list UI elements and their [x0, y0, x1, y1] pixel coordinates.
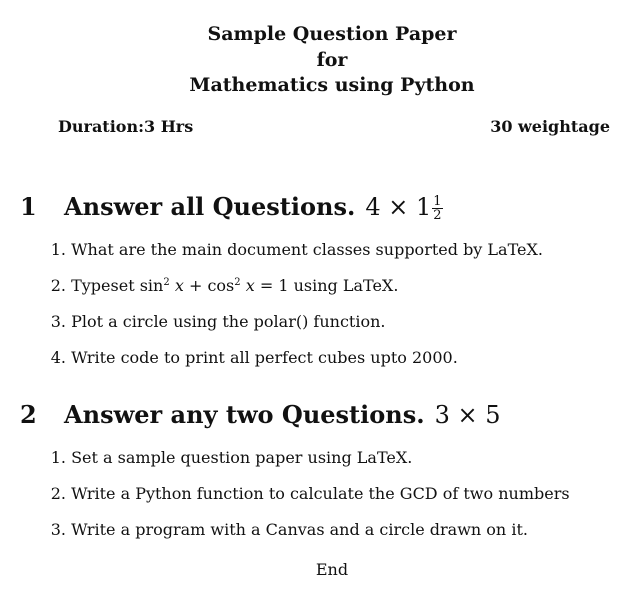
question-text-suffix: using LaTeX. — [288, 276, 399, 295]
math-formula: $\sin^2 x + \cos^2 x = 1$ — [139, 276, 289, 295]
question-number: 3. — [50, 312, 66, 331]
title-line: Mathematics using Python — [189, 74, 475, 96]
title-line: for — [316, 48, 348, 71]
section-number: 2 — [20, 400, 37, 429]
end-marker: End — [315, 560, 349, 579]
question-text: Write a program with a Canvas and a circle drawn on it. — [71, 520, 528, 539]
question-text: Write code to print all perfect cubes upto 2000. — [71, 348, 458, 367]
question-text: Plot a circle using the polar() function. — [71, 312, 386, 331]
section-number: 1 — [20, 192, 37, 221]
question-item — [34, 312, 543, 348]
question-text: Set a sample question paper using LaTeX. — [71, 448, 413, 467]
fraction-numerator: 1 — [433, 194, 442, 209]
question-text — [71, 276, 398, 296]
question-number: 2. — [50, 276, 66, 295]
question-text: Write a Python function to calculate the GCD of two numbers — [71, 484, 570, 503]
question-list-1 — [34, 240, 543, 384]
question-item — [34, 484, 570, 520]
paper-title — [0, 22, 636, 99]
question-number: 4. — [50, 348, 66, 367]
question-list-2 — [34, 448, 570, 556]
section-marks: 3 × 5 — [434, 401, 501, 429]
section-heading-1 — [20, 192, 443, 222]
duration-label: Duration:3 Hrs — [58, 117, 194, 136]
question-item — [34, 240, 543, 276]
question-text: What are the main document classes supported by LaTeX. — [71, 240, 543, 259]
section-title: Answer all Questions. — [64, 192, 356, 221]
weightage-label: 30 weightage — [490, 117, 610, 136]
marks-prefix: 4 × 1 — [365, 193, 432, 221]
title-line: Sample Question Paper — [207, 23, 457, 45]
question-number: 1. — [50, 448, 66, 467]
question-text-prefix: Typeset — [71, 276, 140, 295]
question-item — [34, 276, 543, 312]
question-number: 1. — [50, 240, 66, 259]
question-item — [34, 348, 543, 384]
question-number: 3. — [50, 520, 66, 539]
section-title: Answer any two Questions. — [64, 400, 425, 429]
question-item — [34, 520, 570, 556]
question-item — [34, 448, 570, 484]
fraction-denominator: 2 — [433, 208, 442, 223]
marks-fraction — [432, 195, 442, 222]
section-marks — [365, 193, 442, 221]
section-heading-2 — [20, 400, 501, 430]
question-number: 2. — [50, 484, 66, 503]
